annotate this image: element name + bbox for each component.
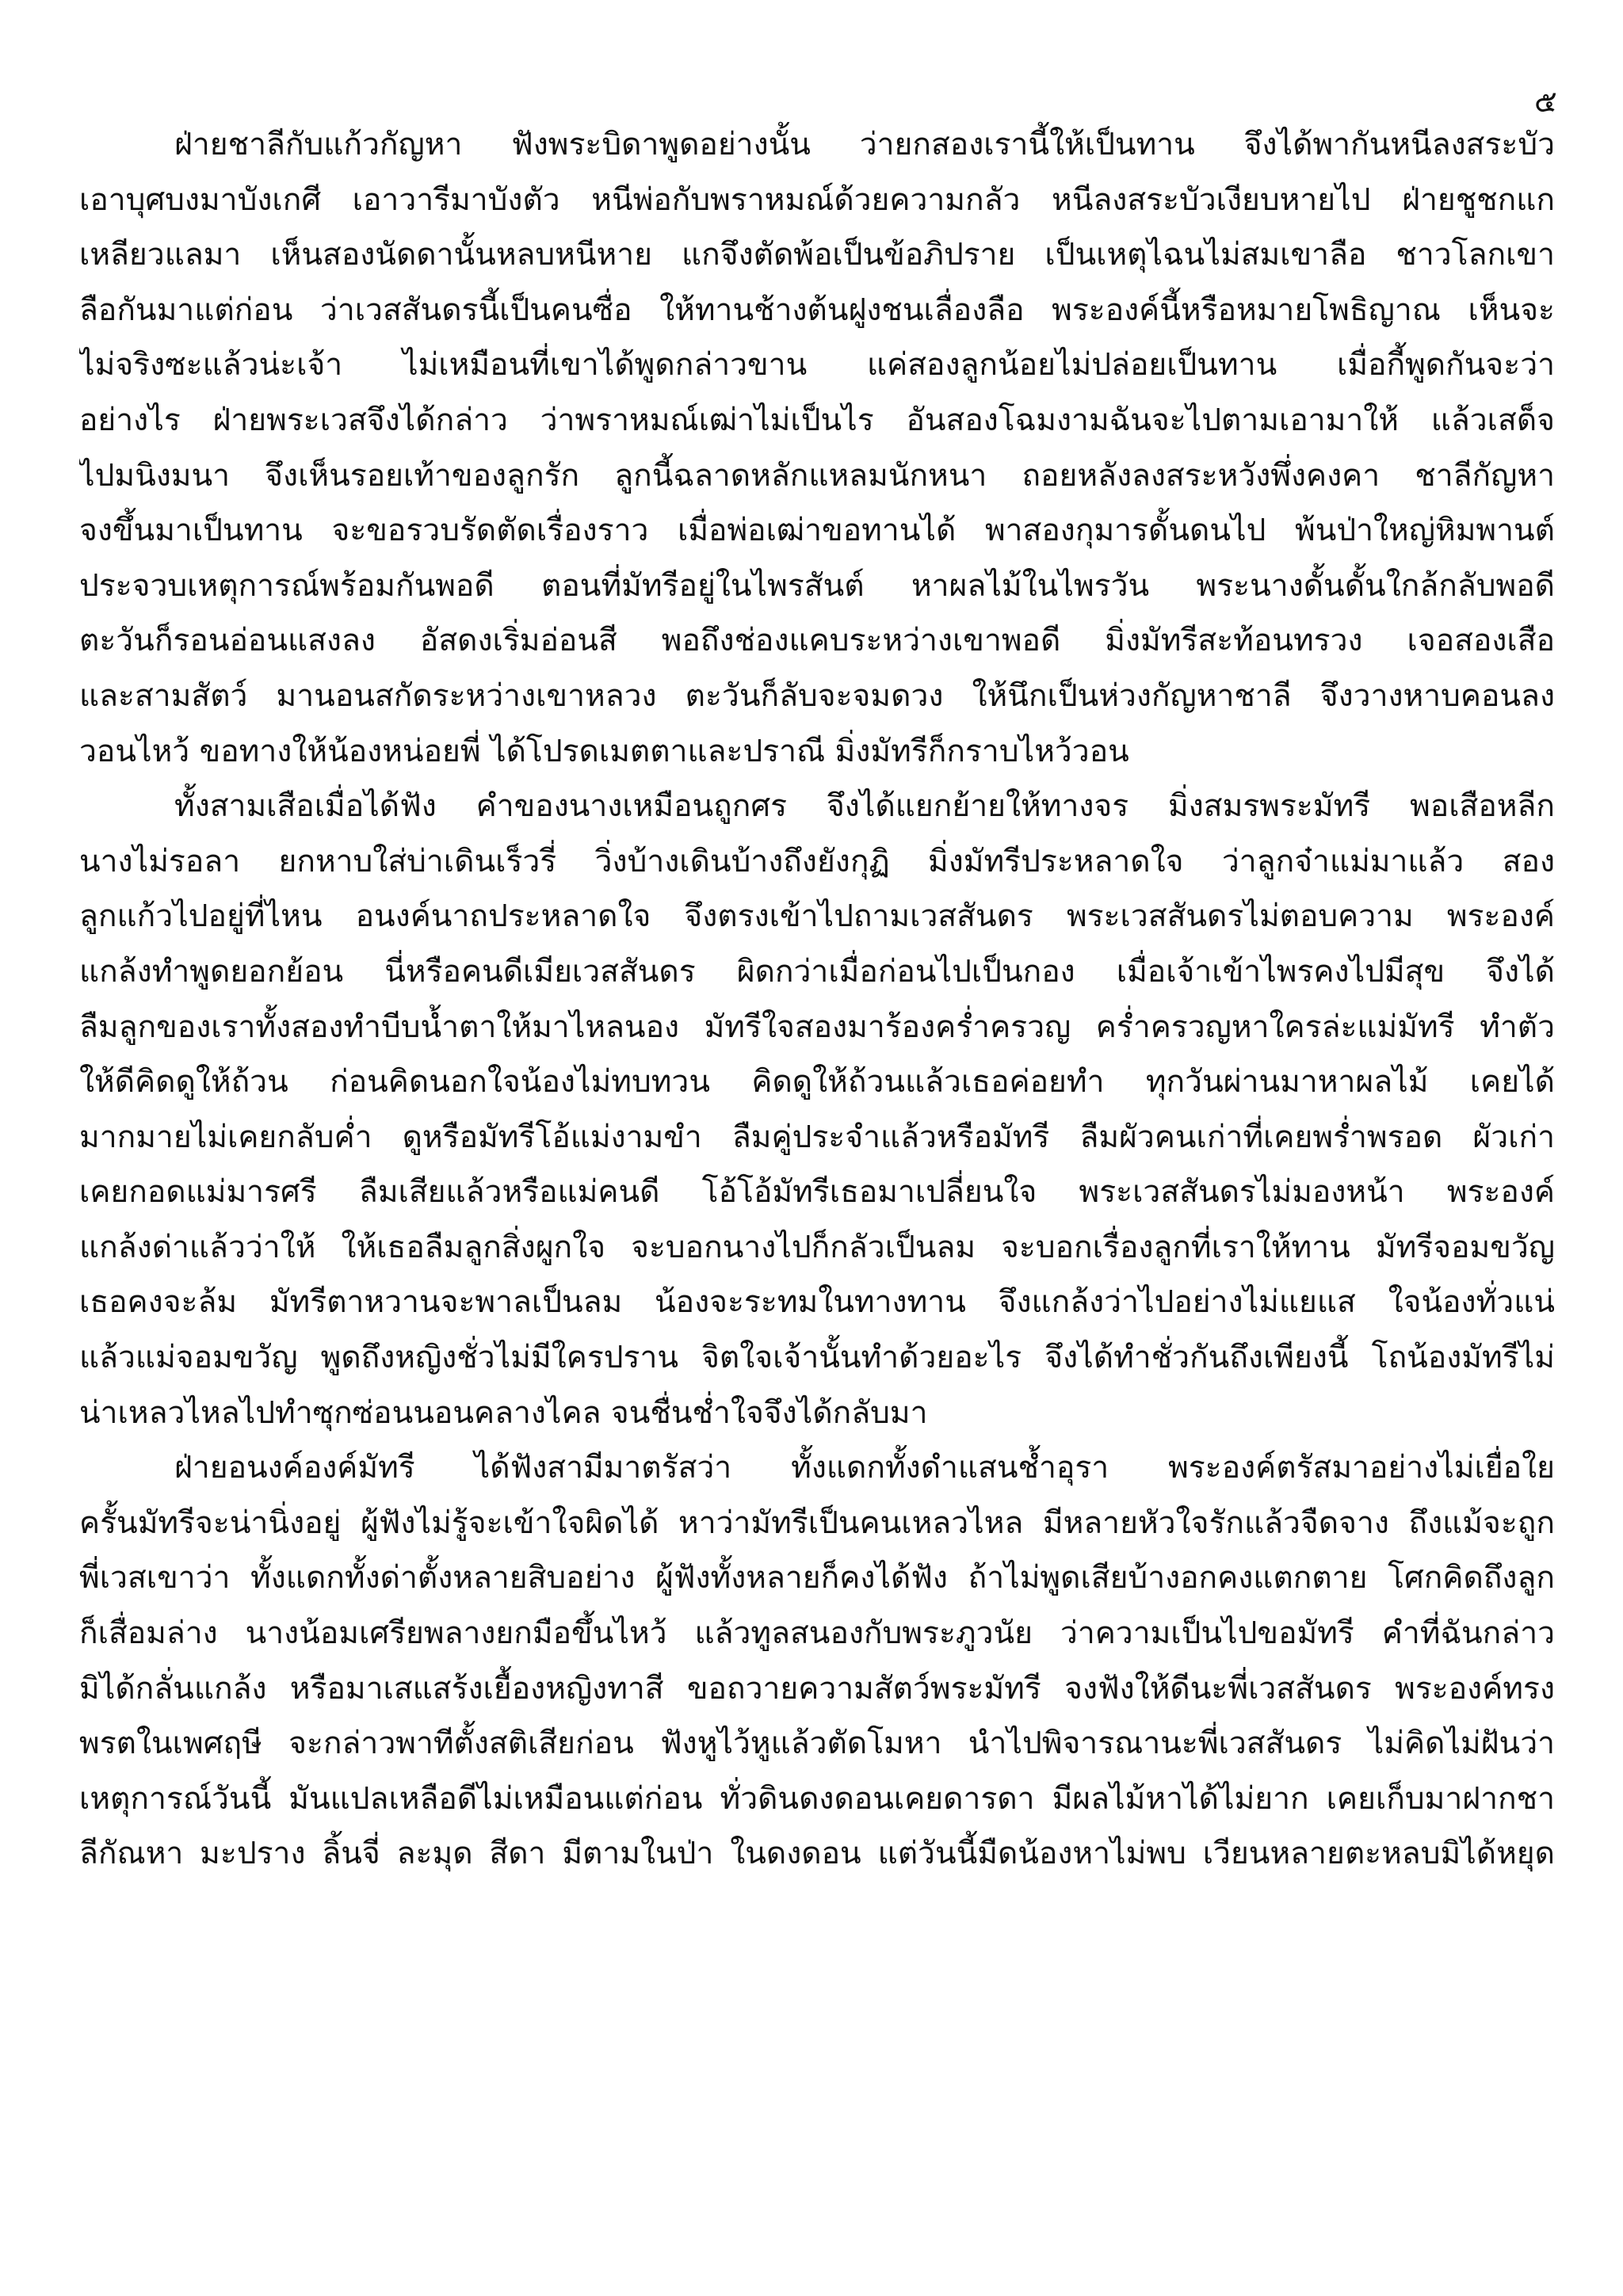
text-line: ฝ่ายชาลีกับแก้วกัญหา ฟังพระบิดาพูดอย่างนั้น ว่ายกสองเรานี้ให้เป็นทาน จึงได้พากันหนีลงสระบัว bbox=[174, 127, 1555, 162]
text-line: ไม่จริงซะแล้วน่ะเจ้า ไม่เหมือนที่เขาได้พูดกล่าวขาน แค่สองลูกน้อยไม่ปล่อยเป็นทาน เมื่อกี้พูดกันจะว่า bbox=[79, 347, 1555, 383]
text-line: ครั้นมัทรีจะน่านิ่งอยู่ ผู้ฟังไม่รู้จะเข้าใจผิดได้ หาว่ามัทรีเป็นคนเหลวไหล มีหลายหัวใจรักแล้วจืดจาง ถึงแม้จะถูก bbox=[79, 1505, 1555, 1541]
text-line: แล้วแม่จอมขวัญ พูดถึงหญิงชั่วไม่มีใครปราน จิตใจเจ้านั้นทำด้วยอะไร จึงได้ทำชั่วกันถึงเพียงนี้ โถน้องมัทรีไม่ bbox=[79, 1340, 1555, 1376]
text-line: ให้ดีคิดดูให้ถ้วน ก่อนคิดนอกใจน้องไม่ทบทวน คิดดูให้ถ้วนแล้วเธอค่อยทำ ทุกวันผ่านมาหาผลไม้ เคยได้ bbox=[79, 1064, 1555, 1100]
text-line: มากมายไม่เคยกลับค่ำ ดูหรือมัทรีโอ้แม่งามขำ ลืมคู่ประจำแล้วหรือมัทรี ลืมผัวคนเก่าที่เคยพร่ำพรอด ผัวเก่า bbox=[79, 1119, 1555, 1155]
text-line: วอนไหว้ ขอทางให้น้องหน่อยพี่ ได้โปรดเมตตาและปราณี มิ่งมัทรีก็กราบไหว้วอน bbox=[79, 733, 1129, 769]
text-line: เอาบุศบงมาบังเกศี เอาวารีมาบังตัว หนีพ่อกับพราหมณ์ด้วยความกลัว หนีลงสระบัวเงียบหายไป ฝ่ายชูชกแก bbox=[79, 181, 1555, 218]
text-line: เคยกอดแม่มารศรี ลืมเสียแล้วหรือแม่คนดี โอ้โอ้มัทรีเธอมาเปลี่ยนใจ พระเวสสันดรไม่มองหน้า พระองค์ bbox=[79, 1174, 1555, 1211]
text-line: ประจวบเหตุการณ์พร้อมกันพอดี ตอนที่มัทรีอยู่ในไพรสันต์ หาผลไม้ในไพรวัน พระนางดั้นดั้นใกล้กลับพอดี bbox=[79, 567, 1555, 604]
text-line: ทั้งสามเสือเมื่อได้ฟัง คำของนางเหมือนถูกศร จึงได้แยกย้ายให้ทางจร มิ่งสมรพระมัทรี พอเสือหลีก bbox=[174, 788, 1555, 825]
text-line: ก็เสื่อมล่าง นางน้อมเศรียพลางยกมือขึ้นไหว้ แล้วทูลสนองกับพระภูวนัย ว่าความเป็นไปขอมัทรี คำที่ฉันกล่าว bbox=[79, 1615, 1555, 1652]
text-line: ลีกัณหา มะปราง ลิ้นจี่ ละมุด สีดา มีตามในป่า ในดงดอน แต่วันนี้มืดน้องหาไม่พบ เวียนหลายตะหลบมิได้หยุด bbox=[79, 1836, 1555, 1872]
text-line: เหลียวแลมา เห็นสองนัดดานั้นหลบหนีหาย แกจึงตัดพ้อเป็นข้อภิปราย เป็นเหตุไฉนไม่สมเขาลือ ชาวโลกเขา bbox=[79, 237, 1555, 273]
text-line: ไปมนิงมนา จึงเห็นรอยเท้าของลูกรัก ลูกนี้ฉลาดหลักแหลมนักหนา ถอยหลังลงสระหวังพึ่งคงคา ชาลีกัญหา bbox=[79, 457, 1555, 494]
text-line: น่าเหลวไหลไปทำซุกซ่อนนอนคลางไคล จนชื่นช่ำใจจึงได้กลับมา bbox=[79, 1394, 928, 1431]
text-line: จงขึ้นมาเป็นทาน จะขอรวบรัดตัดเรื่องราว เมื่อพ่อเฒ่าขอทานได้ พาสองกุมารดั้นดนไป พ้นป่าใหญ่หิมพานต์ bbox=[79, 513, 1555, 549]
text-line: พี่เวสเขาว่า ทั้งแดกทั้งด่าตั้งหลายสิบอย่าง ผู้ฟังทั้งหลายก็คงได้ฟัง ถ้าไม่พูดเสียบ้างอกคงแตกตาย โศกคิดถึงลูก bbox=[79, 1560, 1555, 1596]
text-line: ลูกแก้วไปอยู่ที่ไหน อนงค์นาถประหลาดใจ จึงตรงเข้าไปถามเวสสันดร พระเวสสันดรไม่ตอบความ พระองค์ bbox=[79, 898, 1555, 935]
text-line: เธอคงจะล้ม มัทรีตาหวานจะพาลเป็นลม น้องจะระทมในทางทาน จึงแกล้งว่าไปอย่างไม่แยแส ใจน้องทั่วแน่ bbox=[79, 1284, 1555, 1321]
text-line: ลืมลูกของเราทั้งสองทำบีบน้ำตาให้มาไหลนอง มัทรีใจสองมาร้องคร่ำครวญ คร่ำครวญหาใครล่ะแม่มัทรี ทำตัว bbox=[79, 1009, 1555, 1045]
text-line: มิได้กลั่นแกล้ง หรือมาเสแสร้งเยื้องหญิงทาสี ขอถวายความสัตว์พระมัทรี จงฟังให้ดีนะพี่เวสสันดร พระองค์ทรง bbox=[79, 1670, 1555, 1707]
text-line: อย่างไร ฝ่ายพระเวสจึงได้กล่าว ว่าพราหมณ์เฒ่าไม่เป็นไร อันสองโฉมงามฉันจะไปตามเอามาให้ แล้วเสด็จ bbox=[79, 402, 1555, 438]
text-line: พรตในเพศฤษี จะกล่าวพาทีตั้งสติเสียก่อน ฟังหูไว้หูแล้วตัดโมหา นำไปพิจารณานะพี่เวสสันดร ไม่คิดไม่ฝันว่า bbox=[79, 1726, 1555, 1762]
text-line: และสามสัตว์ มานอนสกัดระหว่างเขาหลวง ตะวันก็ลับจะจมดวง ให้นึกเป็นห่วงกัญหาชาลี จึงวางหาบคอนลง bbox=[79, 677, 1555, 714]
text-line: แกล้งทำพูดยอกย้อน นี่หรือคนดีเมียเวสสันดร ผิดกว่าเมื่อก่อนไปเป็นกอง เมื่อเจ้าเข้าไพรคงไปมีสุข จึงได้ bbox=[79, 953, 1555, 990]
text-line: ตะวันก็รอนอ่อนแสงลง อัสดงเริ่มอ่อนสี พอถึงช่องแคบระหว่างเขาพอดี มิ่งมัทรีสะท้อนทรวง เจอสองเสือ bbox=[79, 623, 1555, 659]
text-line: ฝ่ายอนงค์องค์มัทรี ได้ฟังสามีมาตรัสว่า ทั้งแดกทั้งดำแสนช้ำอุรา พระองค์ตรัสมาอย่างไม่เยื่อใย bbox=[174, 1450, 1555, 1486]
text-line: แกล้งด่าแล้วว่าให้ ให้เธอลืมลูกสิ่งผูกใจ จะบอกนางไปก็กลัวเป็นลม จะบอกเรื่องลูกที่เราให้ทาน มัทรีจอมขวัญ bbox=[79, 1229, 1555, 1265]
poem-body bbox=[79, 117, 1555, 1882]
page-number: ๕ bbox=[1534, 84, 1557, 119]
text-line: ลือกันมาแต่ก่อน ว่าเวสสันดรนี้เป็นคนซื่อ ให้ทานช้างต้นฝูงชนเลื่องลือ พระองค์นี้หรือหมายโพธิญาณ เห็นจะ bbox=[79, 292, 1555, 328]
text-line: นางไม่รอลา ยกหาบใส่บ่าเดินเร็วรี่ วิ่งบ้างเดินบ้างถึงยังกุฏิ มิ่งมัทรีประหลาดใจ ว่าลูกจ๋าแม่มาแล้ว สอง bbox=[79, 843, 1555, 879]
text-line: เหตุการณ์วันนี้ มันแปลเหลือดีไม่เหมือนแต่ก่อน ทั่วดินดงดอนเคยดารดา มีผลไม้หาได้ไม่ยาก เคยเก็บมาฝากชา bbox=[79, 1780, 1555, 1817]
